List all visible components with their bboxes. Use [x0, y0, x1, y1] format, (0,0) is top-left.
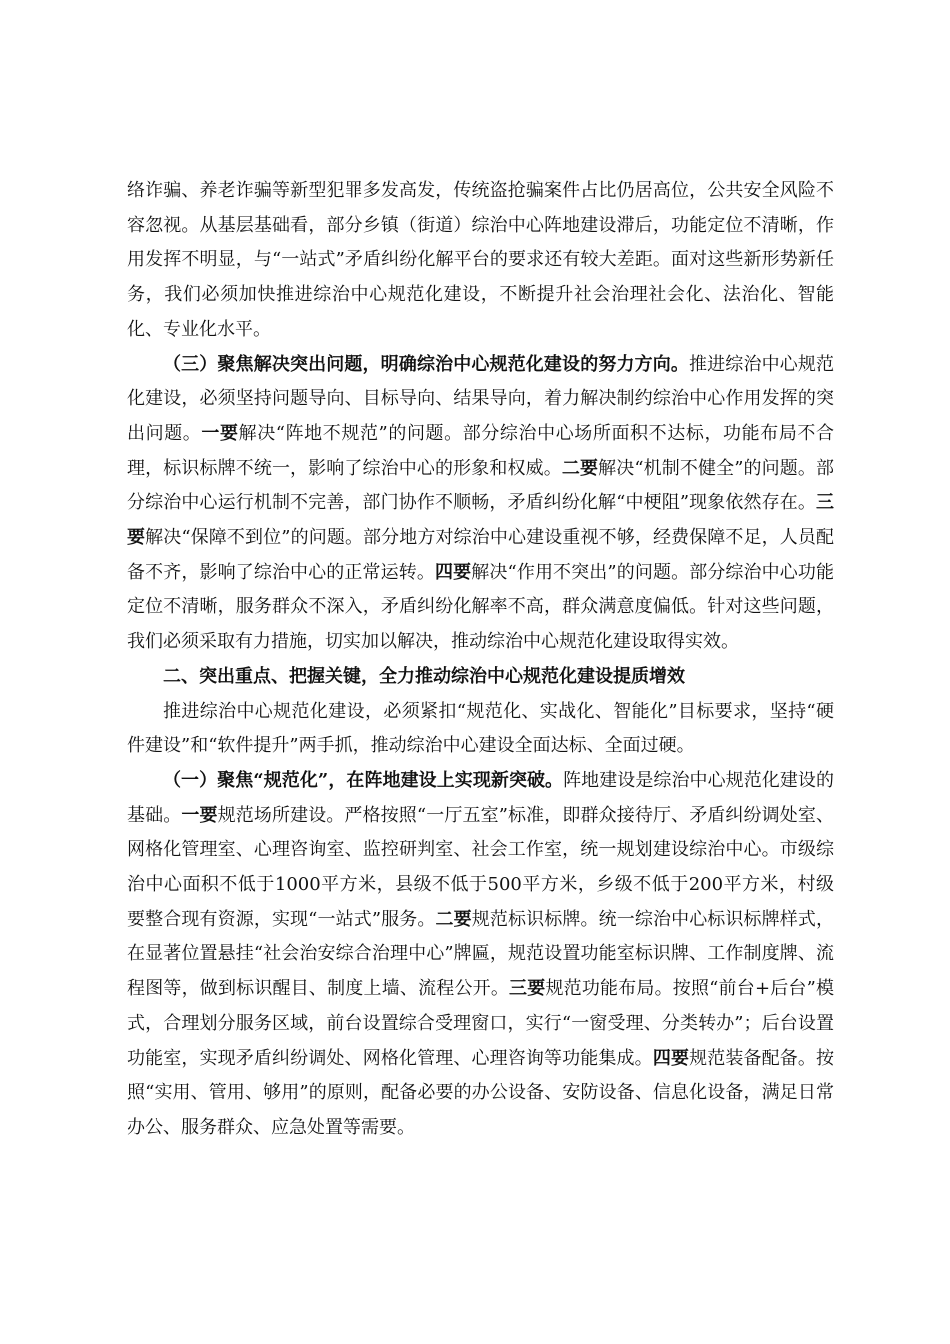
paragraph-text: 解决“阵地不规范”的问题。部分综治中心场所面积不达标，功能布局不合理，标识标牌不统一，影响了综治中心的形象和权威。 [127, 422, 835, 479]
paragraph-text: 规范标识标牌。统一综治中心标识标牌样式，在显著位置悬挂“社会治安综合治理中心”牌匾，规范设置功能室标识牌、工作制度牌、流程图等，做到标识醒目、制度上墙、流程公开。 [127, 908, 835, 1000]
paragraph-text: 解决“作用不突出”的问题。部分综治中心功能定位不清晰，服务群众不深入，矛盾纠纷化解率不高，群众满意度偏低。针对这些问题，我们必须采取有力措施，切实加以解决，推动综治中心规范化建设取得实效。 [127, 561, 835, 653]
paragraph-section-2-intro [127, 695, 834, 764]
paragraph-text: 规范场所建设。严格按照“一厅五室”标准，即群众接待厅、矛盾纠纷调处室、网格化管理室、心理咨询室、监控研判室、社会工作室，统一规划建设综治中心。市级综治中心面积不低于1000平方米，县级不低于500平方米，乡级不低于200平方米，村级要整合现有资源，实现“一站式”服务。 [127, 804, 835, 930]
keyword-third: 三要 [509, 978, 546, 1000]
keyword-fourth: 四要 [652, 1047, 690, 1069]
document-body [127, 174, 834, 1146]
paragraph-text: 解决“保障不到位”的问题。部分地方对综治中心建设重视不够，经费保障不足，人员配备不齐，影响了综治中心的正常运转。 [127, 527, 835, 583]
paragraph-section-1-3 [127, 348, 834, 660]
keyword-third: 三要 [127, 492, 834, 549]
paragraph-section-2-1 [127, 764, 834, 1146]
paragraph-text: 阵地建设是综治中心规范化建设的基础。 [127, 769, 834, 826]
paragraph-text: 推进综治中心规范化建设，必须紧扣“规范化、实战化、智能化”目标要求，坚持“硬件建设”和“软件提升”两手抓，推动综治中心建设全面达标、全面过硬。 [127, 700, 834, 757]
subsection-heading: （一）聚焦“规范化”，在阵地建设上实现新突破。 [163, 769, 564, 791]
keyword-second: 二要 [435, 908, 472, 930]
keyword-first: 一要 [201, 422, 239, 444]
subsection-heading: （三）聚焦解决突出问题，明确综治中心规范化建设的努力方向。 [163, 353, 690, 375]
keyword-fourth: 四要 [435, 561, 472, 583]
keyword-first: 一要 [181, 804, 218, 826]
paragraph-text: 络诈骗、养老诈骗等新型犯罪多发高发，传统盗抢骗案件占比仍居高位，公共安全风险不容忽视。从基层基础看，部分乡镇（街道）综治中心阵地建设滞后，功能定位不清晰，作用发挥不明显，与“一站式”矛盾纠纷化解平台的要求还有较大差距。面对这些新形势新任务，我们必须加快推进综治中心规范化建设，不断提升社会治理社会化、法治化、智能化、专业化水平。 [127, 180, 834, 340]
paragraph-continued [127, 174, 834, 348]
paragraph-text: 推进综治中心规范化建设，必须坚持问题导向、目标导向、结果导向，着力解决制约综治中心作用发挥的突出问题。 [127, 353, 835, 444]
paragraph-text: 解决“机制不健全”的问题。部分综治中心运行机制不完善，部门协作不顺畅，矛盾纠纷化解“中梗阻”现象依然存在。 [127, 457, 835, 514]
section-heading: 二、突出重点、把握关键，全力推动综治中心规范化建设提质增效 [163, 665, 685, 687]
paragraph-text: 规范装备配备。按照“实用、管用、够用”的原则，配备必要的办公设备、安防设备、信息化设备，满足日常办公、服务群众、应急处置等需要。 [127, 1047, 835, 1138]
paragraph-text: 规范功能布局。按照“前台+后台”模式，合理划分服务区域，前台设置综合受理窗口，实行“一窗受理、分类转办”；后台设置功能室，实现矛盾纠纷调处、网格化管理、心理咨询等功能集成。 [127, 978, 834, 1069]
keyword-second: 二要 [561, 457, 599, 479]
